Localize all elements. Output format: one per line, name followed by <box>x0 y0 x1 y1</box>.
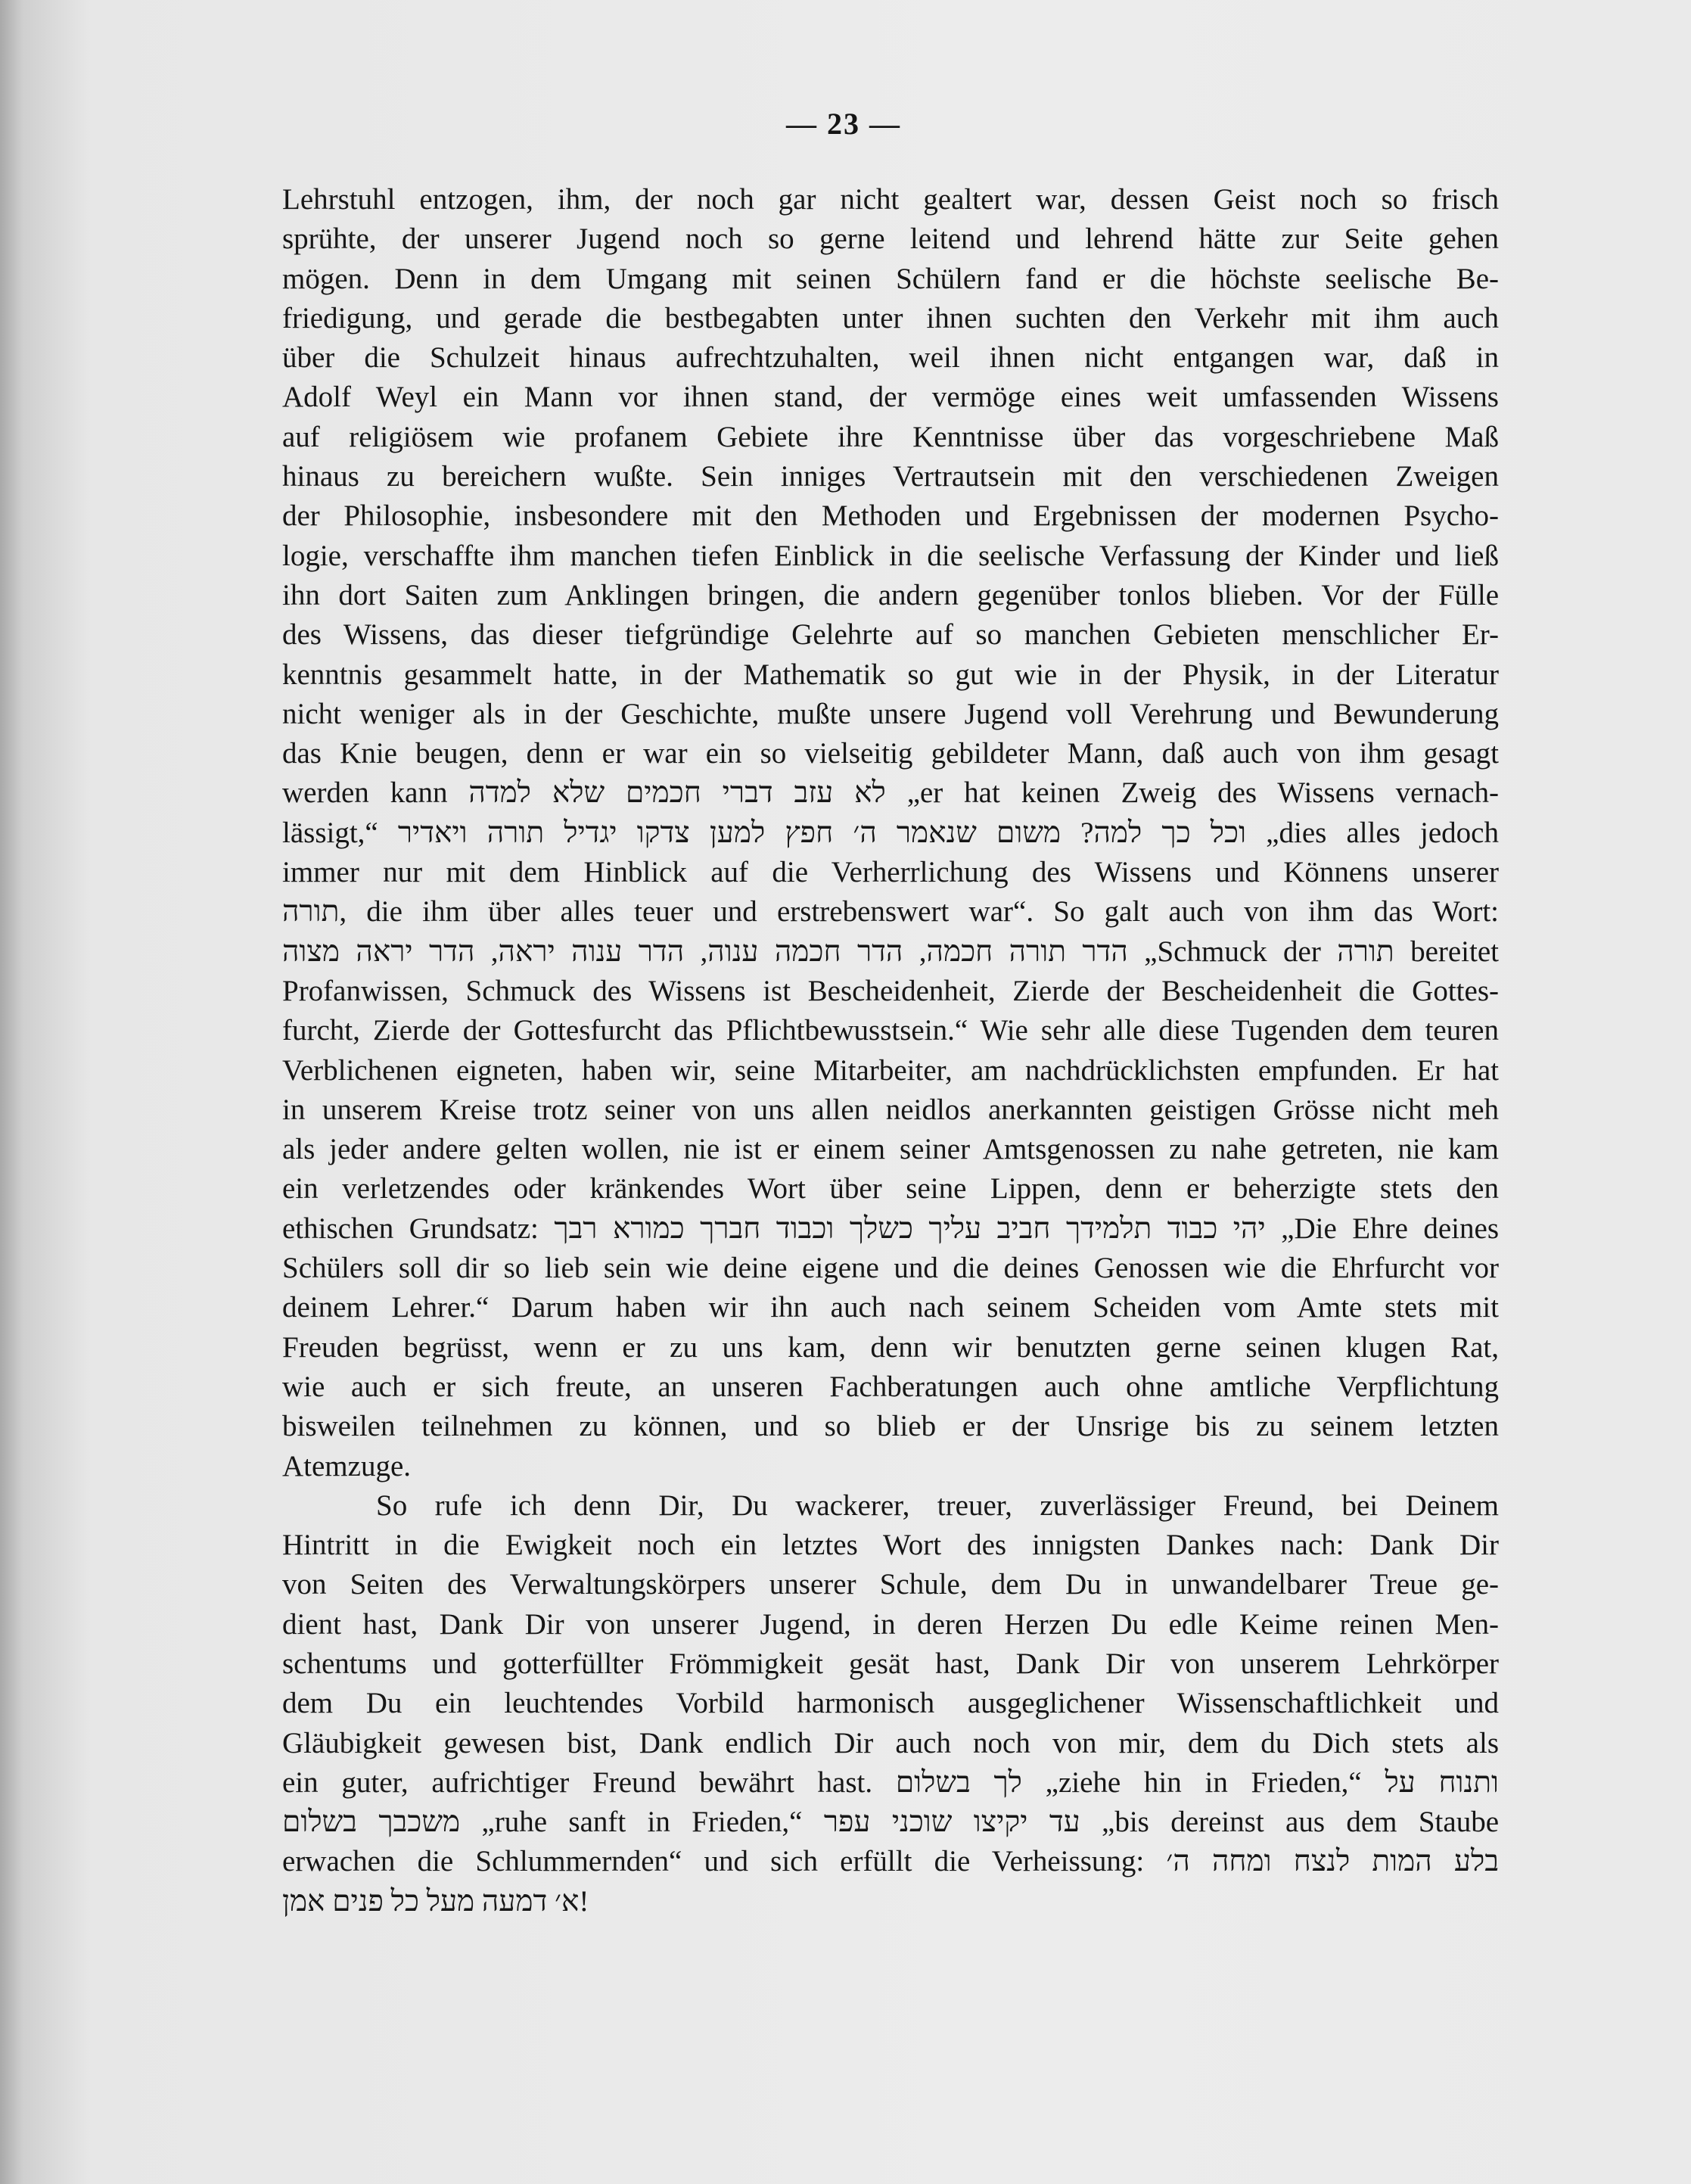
text-line: in unserem Kreise trotz seiner von uns allen neidlos anerkannten geistigen Grösse nicht meh <box>282 1093 1499 1126</box>
body-text <box>282 180 1499 1921</box>
paragraph-start-line: So rufe ich denn Dir, Du wackerer, treuer, zuverlässiger Freund, bei Deinem <box>376 1489 1499 1522</box>
text-line: werden kann לא עזב דברי חכמים שלא למדה „er hat keinen Zweig des Wissens vernach- <box>282 776 1499 810</box>
text-line: des Wissens, das dieser tiefgründige Gelehrte auf so manchen Gebieten menschlicher Er- <box>282 618 1499 652</box>
text-line: das Knie beugen, denn er war ein so vielseitig gebildeter Mann, daß auch von ihm gesagt <box>282 737 1499 770</box>
text-line: furcht, Zierde der Gottesfurcht das Pflichtbewusstsein.“ Wie sehr alle diese Tugenden dem teuren <box>282 1014 1499 1047</box>
text-line: lässigt,“ וכל כך למה? משום שנאמר ה׳ חפץ למען צדקו יגדיל תורה ויאדיר „dies alles jedoch <box>282 816 1499 849</box>
text-line: kenntnis gesammelt hatte, in der Mathematik so gut wie in der Physik, in der Literatur <box>282 658 1499 691</box>
text-line: nicht weniger als in der Geschichte, mußte unsere Jugend voll Verehrung und Bewunderung <box>282 697 1499 730</box>
text-line: über die Schulzeit hinaus aufrechtzuhalten, weil ihnen nicht entgangen war, daß in <box>282 341 1499 375</box>
text-line: Profanwissen, Schmuck des Wissens ist Bescheidenheit, Zierde der Bescheidenheit die Gottes- <box>282 974 1499 1007</box>
text-line: logie, verschaffte ihm manchen tiefen Einblick in die seelische Verfassung der Kinder und ließ <box>282 539 1499 572</box>
page-number: — 23 — <box>786 107 901 141</box>
text-line: ihn dort Saiten zum Anklingen bringen, die andern gegenüber tonlos blieben. Vor der Fülle <box>282 578 1499 611</box>
paragraph-end-line: Atemzuge. <box>282 1449 412 1482</box>
text-line: Adolf Weyl ein Mann vor ihnen stand, der vermöge eines weit umfassenden Wissens <box>282 381 1499 414</box>
text-line: Freuden begrüsst, wenn er zu uns kam, denn wir benutzten gerne seinen klugen Rat, <box>282 1330 1499 1364</box>
text-line: ein guter, aufrichtiger Freund bewährt hast. לך בשלום „ziehe hin in Frieden,“ ותנוח על <box>282 1766 1499 1799</box>
text-line: immer nur mit dem Hinblick auf die Verherrlichung des Wissens und Könnens unserer <box>282 856 1499 889</box>
text-line: friedigung, und gerade die bestbegabten unter ihnen suchten den Verkehr mit ihm auch <box>282 301 1499 334</box>
text-line: erwachen die Schlummernden“ und sich erfüllt die Verheissung: בלע המות לנצח ומחה ה׳ <box>282 1845 1499 1878</box>
text-line: schentums und gotterfüllter Frömmigkeit gesät hast, Dank Dir von unserem Lehrkörper <box>282 1647 1499 1680</box>
text-line: mögen. Denn in dem Umgang mit seinen Schülern fand er die höchste seelische Be- <box>282 262 1499 295</box>
text-line: Verblichenen eigneten, haben wir, seine Mitarbeiter, am nachdrücklichsten empfunden. Er hat <box>282 1053 1499 1087</box>
text-line: wie auch er sich freute, an unseren Fachberatungen auch ohne amtliche Verpflichtung <box>282 1370 1499 1403</box>
text-line: von Seiten des Verwaltungskörpers unserer Schule, dem Du in unwandelbarer Treue ge- <box>282 1568 1499 1601</box>
text-line: Gläubigkeit gewesen bist, Dank endlich Dir auch noch von mir, dem du Dich stets als <box>282 1726 1499 1759</box>
text-line: deinem Lehrer.“ Darum haben wir ihn auch nach seinem Scheiden vom Amte stets mit <box>282 1291 1499 1324</box>
text-line: משכבך בשלום „ruhe sanft in Frieden,“ עד יקיצו שוכני עפר „bis dereinst aus dem Staube <box>282 1806 1500 1839</box>
text-line: תורה, die ihm über alles teuer und erstrebenswert war“. So galt auch von ihm das Wort: <box>282 895 1499 929</box>
paragraph-end-line: א׳ דמעה מעל כל פנים אמן! <box>282 1884 589 1918</box>
text-line: sprühte, der unserer Jugend noch so gerne leitend und lehrend hätte zur Seite gehen <box>282 222 1499 256</box>
text-line: Hintritt in die Ewigkeit noch ein letztes Wort des innigsten Dankes nach: Dank Dir <box>282 1529 1499 1562</box>
text-line: bisweilen teilnehmen zu können, und so blieb er der Unsrige bis zu seinem letzten <box>282 1410 1499 1443</box>
text-line: ein verletzendes oder kränkendes Wort über seine Lippen, denn er beherzigte stets den <box>282 1172 1499 1206</box>
text-line: hinaus zu bereichern wußte. Sein inniges Vertrautsein mit den verschiedenen Zweigen <box>282 460 1499 493</box>
text-line: dient hast, Dank Dir von unserer Jugend, in deren Herzen Du edle Keime reinen Men- <box>282 1607 1499 1641</box>
text-line: der Philosophie, insbesondere mit den Methoden und Ergebnissen der modernen Psycho- <box>282 499 1499 533</box>
text-line: dem Du ein leuchtendes Vorbild harmonisch ausgeglichener Wissenschaftlichkeit und <box>282 1687 1499 1720</box>
text-line: als jeder andere gelten wollen, nie ist er einem seiner Amtsgenossen zu nahe getreten, nie kam <box>282 1133 1499 1166</box>
text-line: הדר תורה חכמה, הדר חכמה ענוה, הדר ענוה יראה, הדר יראה מצוה „Schmuck der תורה bereitet <box>282 935 1499 968</box>
text-line: ethischen Grundsatz: יהי כבוד תלמידך חביב עליך כשלך וכבוד חברך כמורא רבך „Die Ehre deines <box>282 1212 1499 1245</box>
text-line: auf religiösem wie profanem Gebiete ihre Kenntnisse über das vorgeschriebene Maß <box>282 420 1499 453</box>
text-line: Lehrstuhl entzogen, ihm, der noch gar nicht gealtert war, dessen Geist noch so frisch <box>282 183 1499 216</box>
text-line: Schülers soll dir so lieb sein wie deine eigene und die deines Genossen wie die Ehrfurcht vor <box>282 1252 1499 1285</box>
